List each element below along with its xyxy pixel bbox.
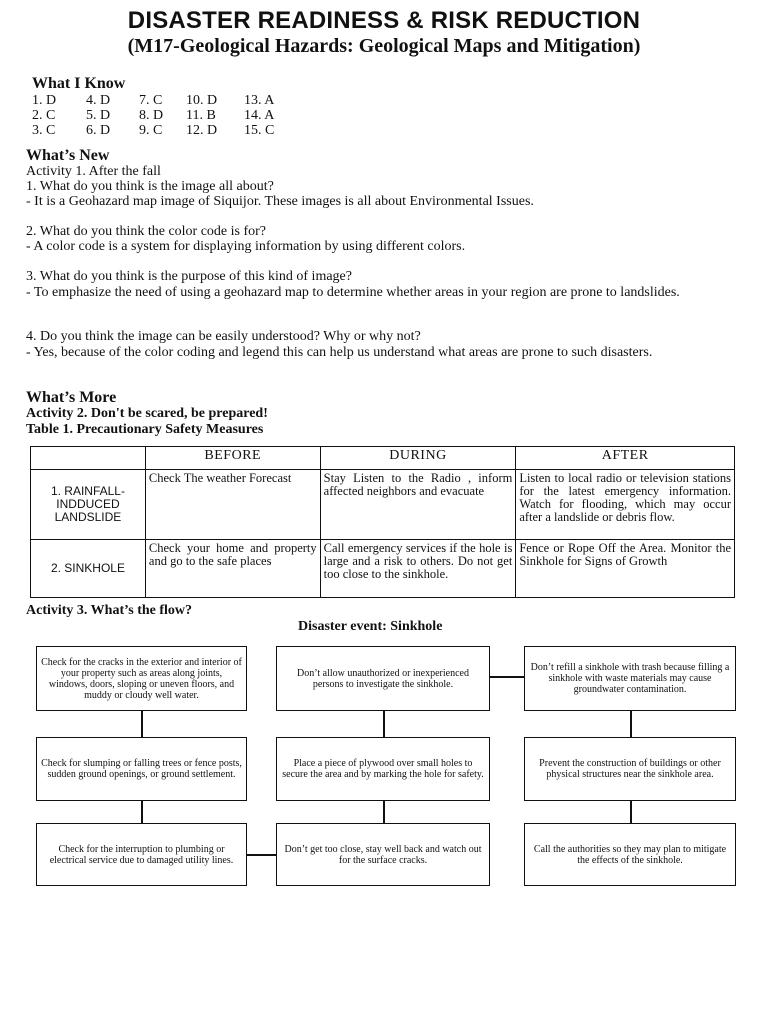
activity-1-title: Activity 1. After the fall — [26, 164, 161, 179]
table-cell: Call emergency services if the hole is large and a risk to others. Do not get too close to the sinkhole. — [320, 540, 516, 598]
answer-item: 13. A — [244, 93, 275, 108]
table-header — [31, 447, 146, 470]
answer-item: 4. D — [86, 93, 111, 108]
table-cell: Check your home and property and go to the safe places — [145, 540, 320, 598]
flow-box-check-utilities: Check for the interruption to plumbing or electrical service due to damaged utility lines. — [36, 823, 247, 886]
answer-item: 1. D — [32, 93, 57, 108]
flow-connector — [246, 854, 276, 856]
activity-3-title: Activity 3. What’s the flow? — [26, 603, 193, 618]
flow-connector — [490, 676, 524, 678]
table-header: DURING — [320, 447, 516, 470]
answer-item: 12. D — [186, 123, 218, 138]
answer-key — [32, 93, 294, 138]
page-subtitle: (M17-Geological Hazards: Geological Maps and Mitigation) — [127, 35, 641, 57]
answer-item: 8. D — [139, 108, 164, 123]
page-title: DISASTER READINESS & RISK REDUCTION — [127, 7, 641, 34]
flow-box-plywood: Place a piece of plywood over small holes to secure the area and by marking the hole for safety. — [276, 737, 490, 801]
question-1: 1. What do you think is the image all about? — [26, 179, 274, 194]
flow-box-no-unauthorized: Don’t allow unauthorized or inexperienced persons to investigate the sinkhole. — [276, 646, 490, 711]
answer-item: 15. C — [244, 123, 275, 138]
flow-connector — [141, 800, 143, 823]
answer-item: 5. D — [86, 108, 111, 123]
table-cell: Check The weather Forecast — [145, 470, 320, 540]
whats-new-heading: What’s New — [26, 147, 110, 164]
flow-box-check-slumping: Check for slumping or falling trees or fence posts, sudden ground openings, or ground settlement. — [36, 737, 247, 801]
flow-connector — [630, 710, 632, 737]
flow-connector — [630, 800, 632, 823]
question-3: 3. What do you think is the purpose of this kind of image? — [26, 269, 352, 284]
answer-item: 2. C — [32, 108, 56, 123]
whats-more-heading: What’s More — [26, 389, 117, 406]
disaster-event-label: Disaster event: Sinkhole — [298, 619, 443, 634]
answer-4: - Yes, because of the color coding and legend this can help us understand what areas are prone to such disasters. — [26, 345, 653, 360]
table-cell: Fence or Rope Off the Area. Monitor the Sinkhole for Signs of Growth — [516, 540, 735, 598]
activity-2-title: Activity 2. Don't be scared, be prepared! — [26, 406, 268, 421]
table-caption: Table 1. Precautionary Safety Measures — [26, 422, 264, 437]
flow-box-call-authorities: Call the authorities so they may plan to mitigate the effects of the sinkhole. — [524, 823, 736, 886]
flow-box-stay-back: Don’t get too close, stay well back and watch out for the surface cracks. — [276, 823, 490, 886]
answer-1: - It is a Geohazard map image of Siquijor. These images is all about Environmental Issues. — [26, 194, 534, 209]
flow-connector — [383, 800, 385, 823]
table-header: BEFORE — [145, 447, 320, 470]
flow-connector — [383, 710, 385, 737]
question-2: 2. What do you think the color code is for? — [26, 224, 267, 239]
safety-measures-table — [30, 446, 735, 598]
answer-item: 9. C — [139, 123, 163, 138]
table-header-row — [31, 447, 735, 470]
answer-2: - A color code is a system for displaying information by using different colors. — [26, 239, 466, 254]
answer-item: 3. C — [32, 123, 56, 138]
answer-3: - To emphasize the need of using a geohazard map to determine whether areas in your region are prone to landslides. — [26, 285, 680, 300]
answer-item: 11. B — [186, 108, 216, 123]
what-i-know-heading: What I Know — [32, 75, 126, 92]
table-row — [31, 470, 735, 540]
table-cell: Listen to local radio or television stations for the latest emergency information. Watch for flooding, which may occur after a landslide or debris flow. — [516, 470, 735, 540]
answer-row — [32, 123, 294, 138]
row-label: 2. SINKHOLE — [31, 540, 146, 598]
answer-item: 14. A — [244, 108, 275, 123]
table-row — [31, 540, 735, 598]
answer-item: 6. D — [86, 123, 111, 138]
table-header: AFTER — [516, 447, 735, 470]
flow-box-no-refill: Don’t refill a sinkhole with trash because filling a sinkhole with waste materials may cause groundwater contamination. — [524, 646, 736, 711]
answer-row — [32, 108, 294, 123]
row-label: 1. RAINFALL-INDDUCED LANDSLIDE — [31, 470, 146, 540]
answer-item: 10. D — [186, 93, 218, 108]
answer-item: 7. C — [139, 93, 163, 108]
flow-box-prevent-construction: Prevent the construction of buildings or other physical structures near the sinkhole area. — [524, 737, 736, 801]
question-4: 4. Do you think the image can be easily understood? Why or why not? — [26, 329, 421, 344]
table-cell: Stay Listen to the Radio , inform affected neighbors and evacuate — [320, 470, 516, 540]
answer-row — [32, 93, 294, 108]
flow-box-check-cracks: Check for the cracks in the exterior and interior of your property such as areas along joints, windows, doors, sloping or uneven floors, and muddy or cloudy well water. — [36, 646, 247, 711]
flow-connector — [141, 710, 143, 737]
